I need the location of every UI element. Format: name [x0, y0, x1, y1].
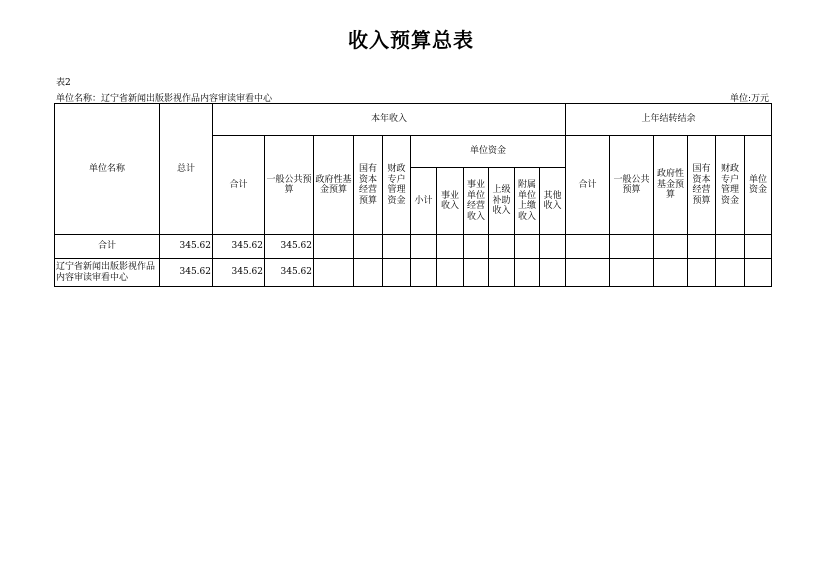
- unit-measure: 单位:万元: [729, 94, 769, 104]
- header-operating-income: 事业单位经营收入: [464, 168, 489, 235]
- empty-cell: [464, 259, 489, 287]
- empty-cell: [610, 235, 654, 259]
- table-row: [55, 235, 772, 259]
- empty-cell: [489, 235, 515, 259]
- header-superior-subsidy: 上级补助收入: [489, 168, 515, 235]
- empty-cell: [314, 235, 354, 259]
- budget-table: [54, 103, 772, 287]
- header-prior-year: 上年结转结余: [566, 104, 772, 136]
- empty-cell: [745, 235, 772, 259]
- empty-cell: [411, 259, 437, 287]
- row-general-budget: 345.62: [265, 235, 314, 259]
- header-unit-name: 单位名称: [55, 104, 160, 235]
- row-subtotal: 345.62: [213, 259, 265, 287]
- row-total: 345.62: [160, 235, 213, 259]
- empty-cell: [654, 259, 688, 287]
- header-prior-state-capital: 国有资本经营预算: [688, 136, 716, 235]
- table-number: 表2: [56, 78, 71, 88]
- page-title: 收入预算总表: [348, 28, 474, 52]
- header-subtotal: 合计: [213, 136, 265, 235]
- header-business-income: 事业收入: [437, 168, 464, 235]
- empty-cell: [610, 259, 654, 287]
- empty-cell: [540, 259, 566, 287]
- empty-cell: [411, 235, 437, 259]
- row-name: 合计: [55, 235, 160, 259]
- empty-cell: [489, 259, 515, 287]
- header-prior-subtotal: 合计: [566, 136, 610, 235]
- empty-cell: [515, 259, 540, 287]
- empty-cell: [314, 259, 354, 287]
- unit-name-label: 单位名称：辽宁省新闻出版影视作品内容审读审看中心: [56, 94, 273, 104]
- header-prior-gov-fund: 政府性基金预算: [654, 136, 688, 235]
- empty-cell: [437, 235, 464, 259]
- header-small-total: 小计: [411, 168, 437, 235]
- header-unit-funds: 单位资金: [411, 136, 566, 168]
- row-general-budget: 345.62: [265, 259, 314, 287]
- row-subtotal: 345.62: [213, 235, 265, 259]
- empty-cell: [464, 235, 489, 259]
- empty-cell: [716, 235, 745, 259]
- empty-cell: [654, 235, 688, 259]
- empty-cell: [745, 259, 772, 287]
- header-fiscal-special: 财政专户管理资金: [383, 136, 411, 235]
- empty-cell: [688, 259, 716, 287]
- header-general-budget: 一般公共预算: [265, 136, 314, 235]
- empty-cell: [383, 235, 411, 259]
- header-state-capital: 国有资本经营预算: [354, 136, 383, 235]
- header-total: 总计: [160, 104, 213, 235]
- empty-cell: [515, 235, 540, 259]
- header-gov-fund: 政府性基金预算: [314, 136, 354, 235]
- row-total: 345.62: [160, 259, 213, 287]
- header-current-year: 本年收入: [213, 104, 566, 136]
- header-affiliated-income: 附属单位上缴收入: [515, 168, 540, 235]
- empty-cell: [354, 259, 383, 287]
- header-prior-general: 一般公共预算: [610, 136, 654, 235]
- header-other-income: 其他收入: [540, 168, 566, 235]
- header-prior-fiscal-special: 财政专户管理资金: [716, 136, 745, 235]
- table-row: [55, 259, 772, 287]
- header-prior-unit-funds: 单位资金: [745, 136, 772, 235]
- empty-cell: [354, 235, 383, 259]
- row-name: 辽宁省新闻出版影视作品内容审读审看中心: [55, 259, 160, 287]
- empty-cell: [716, 259, 745, 287]
- empty-cell: [688, 235, 716, 259]
- empty-cell: [566, 259, 610, 287]
- empty-cell: [566, 235, 610, 259]
- empty-cell: [437, 259, 464, 287]
- empty-cell: [383, 259, 411, 287]
- empty-cell: [540, 235, 566, 259]
